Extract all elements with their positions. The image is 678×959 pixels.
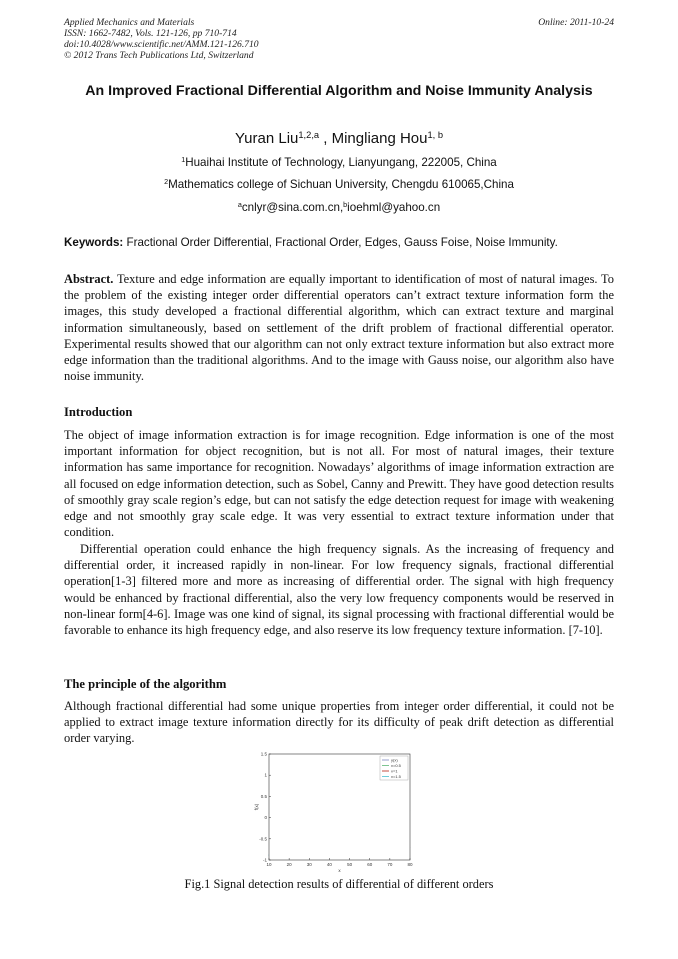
x-tick-label: 10 bbox=[266, 862, 272, 867]
section-heading-principle: The principle of the algorithm bbox=[64, 677, 227, 691]
author-separator: , bbox=[319, 130, 332, 147]
principle-paragraph-1: Although fractional differential had some unique properties from integer order differential, it could not be applied to extract image texture information directly for its difficulty of peak drift detection as differential order varying. bbox=[64, 699, 614, 746]
introduction-paragraph-1: The object of image information extraction is for image recognition. Edge information is one of the most important information for object recognition, but is not all. For most of natural images, their texture information has same importance for recognition. Nowadays’ algorithms of image information extraction are all focused on edge information detection, such as Sobel, Canny and Prewitt. They have good detection results of smoothly gray scale region’s edge, but can not satisfy the edge detection request for image with weakening edge and not smoothly gray scale edge. It was very essential to extract texture information under that condition. bbox=[64, 428, 614, 540]
abstract bbox=[64, 271, 614, 384]
running-header bbox=[64, 17, 259, 61]
y-tick-label: -0.5 bbox=[259, 836, 267, 842]
affiliation-text: Mathematics college of Sichuan University, Chengdu 610065,China bbox=[168, 178, 514, 191]
legend-label: v=1 bbox=[391, 768, 398, 774]
affiliation-sup: 2 bbox=[164, 177, 169, 187]
x-tick-label: 30 bbox=[306, 862, 312, 867]
x-tick-label: 20 bbox=[286, 862, 292, 867]
section-heading-introduction: Introduction bbox=[64, 405, 133, 419]
email-address: cnlyr@sina.com.cn, bbox=[241, 201, 344, 214]
figure-caption: Fig.1 Signal detection results of differential of different orders bbox=[184, 877, 494, 891]
x-axis-label: x bbox=[338, 868, 341, 873]
x-tick-label: 80 bbox=[407, 862, 413, 867]
journal-name: Applied Mechanics and Materials bbox=[64, 17, 195, 28]
x-tick-label: 40 bbox=[326, 862, 332, 867]
email-address: ioehml@yahoo.cn bbox=[347, 201, 441, 214]
keywords-text: Fractional Order Differential, Fractional Order, Edges, Gauss Foise, Noise Immunity. bbox=[126, 236, 558, 249]
paper-title: An Improved Fractional Differential Algorithm and Noise Immunity Analysis bbox=[85, 83, 593, 99]
x-tick-label: 60 bbox=[367, 862, 373, 867]
y-tick-label: 1.5 bbox=[260, 751, 267, 757]
email-line bbox=[64, 201, 614, 214]
y-tick-label: 1 bbox=[264, 772, 267, 778]
author-list bbox=[64, 130, 614, 147]
legend-label: v=0.5 bbox=[391, 763, 401, 768]
legend-label: y(x) bbox=[391, 757, 398, 763]
abstract-text: Texture and edge information are equally important to identification of most of natural images. To the problem of the existing integer order differential operators can’t extract texture information form the images, this study developed a fractional differential algorithm, which can extract texture and marginal information simultaneously, based on settlement of the drift problem of fractional differential operator. Experimental results showed that our algorithm can not only extract texture information but also extract more edge information than the traditional algorithms. And to the image with Gauss noise, our algorithm also have noise immunity. bbox=[64, 272, 614, 384]
affiliation-1 bbox=[64, 156, 614, 169]
email-sup: b bbox=[343, 200, 348, 210]
y-tick-label: 0.5 bbox=[260, 793, 267, 799]
y-axis-label: f(x) bbox=[254, 803, 259, 811]
legend-label: v=1.5 bbox=[391, 774, 401, 779]
email-sup: a bbox=[237, 200, 242, 210]
affiliation-sup: 1 bbox=[181, 155, 186, 165]
affiliation-text: Huaihai Institute of Technology, Lianyungang, 222005, China bbox=[185, 156, 497, 169]
keywords bbox=[64, 236, 614, 249]
introduction-paragraph-2: Differential operation could enhance the high frequency signals. As the increasing of frequency and differential order, it increased rapidly in non-linear. For low frequency signals, fractional differential operation[1-3] filtered more and more as increasing of differential order. The signal with high frequency would be enhanced by fractional differential, also the very low frequency components would be reserved in non-linear form[4-6]. Image was one kind of signal, its signal processing with fractional differential would be favorable to enhance its high frequency edge, and also reserve its low frequency texture information. [7-10]. bbox=[64, 542, 614, 638]
x-tick-label: 50 bbox=[347, 862, 353, 867]
y-tick-label: -1 bbox=[262, 857, 267, 863]
copyright: © 2012 Trans Tech Publications Ltd, Switzerland bbox=[64, 50, 254, 61]
affiliation-2 bbox=[64, 178, 614, 191]
author-affiliation-sup: 1, b bbox=[427, 129, 443, 140]
author-name: Mingliang Hou bbox=[331, 130, 428, 147]
author-affiliation-sup: 1,2,a bbox=[298, 129, 320, 140]
abstract-label: Abstract. bbox=[64, 272, 114, 286]
keywords-label: Keywords: bbox=[64, 236, 124, 249]
figure-1-chart bbox=[252, 748, 417, 873]
issn: ISSN: 1662-7482, Vols. 121-126, pp 710-714 bbox=[64, 28, 237, 39]
author-name: Yuran Liu bbox=[235, 130, 299, 147]
x-tick-label: 70 bbox=[387, 862, 393, 867]
online-date: Online: 2011-10-24 bbox=[538, 17, 614, 28]
y-tick-label: 0 bbox=[264, 815, 267, 821]
doi: doi:10.4028/www.scientific.net/AMM.121-126.710 bbox=[64, 39, 259, 50]
